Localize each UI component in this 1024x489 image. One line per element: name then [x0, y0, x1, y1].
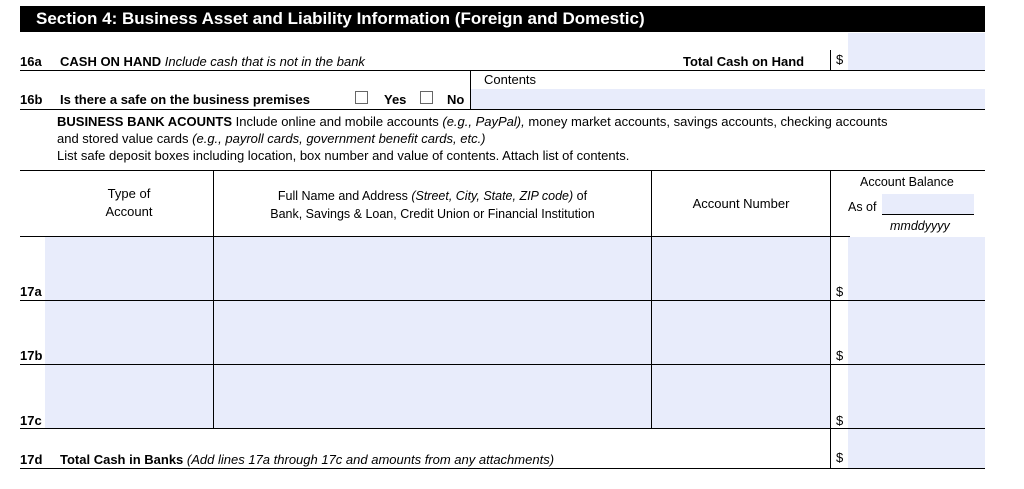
line-16b-label: Is there a safe on the business premises	[60, 92, 310, 107]
col-header-name-text: of	[576, 189, 588, 203]
bank-accounts-desc-text: money market accounts, savings accounts, checking accounts	[528, 114, 888, 129]
currency-symbol: $	[836, 450, 844, 465]
row-17b-number: 17b	[20, 348, 43, 363]
bank-accounts-title: BUSINESS BANK ACOUNTS	[57, 114, 233, 129]
line-17d-note: (Add lines 17a through 17c and amounts from any attachments)	[186, 452, 555, 467]
bank-accounts-desc-text: and stored value cards	[57, 131, 189, 146]
safe-contents-field[interactable]	[471, 89, 985, 109]
col-divider	[830, 170, 831, 468]
col-header-name-line2: Bank, Savings & Loan, Credit Union or Financial Institution	[270, 207, 595, 221]
row-17b-name-field[interactable]	[214, 301, 651, 364]
row-17a-type-field[interactable]	[45, 237, 213, 300]
total-cash-on-hand-label: Total Cash on Hand	[683, 54, 805, 69]
divider	[830, 50, 831, 70]
divider	[20, 70, 985, 71]
safe-yes-checkbox[interactable]	[355, 91, 368, 104]
row-17b-type-field[interactable]	[45, 301, 213, 364]
col-header-type	[45, 185, 213, 221]
row-17c-name-field[interactable]	[214, 365, 651, 428]
bank-accounts-desc-example: (e.g., payroll cards, government benefit cards, etc.)	[192, 131, 486, 146]
row-17a-balance-field[interactable]	[848, 237, 985, 300]
row-17c-type-field[interactable]	[45, 365, 213, 428]
currency-symbol: $	[836, 413, 844, 428]
currency-symbol: $	[836, 348, 844, 363]
col-header-account-number: Account Number	[692, 196, 790, 211]
line-17d-label: Total Cash in Banks	[60, 452, 184, 467]
bank-accounts-desc-example: (e.g., PayPal),	[442, 114, 525, 129]
row-17c-account-field[interactable]	[652, 365, 830, 428]
line-16a-note: Include cash that is not in the bank	[164, 54, 365, 69]
line-16a-number: 16a	[20, 54, 42, 69]
col-header-name-text: Full Name and Address	[277, 189, 408, 203]
row-17a-name-field[interactable]	[214, 237, 651, 300]
bank-accounts-desc-line2	[57, 131, 486, 146]
bank-accounts-desc-line1	[57, 114, 888, 129]
line-16a-label-group	[60, 54, 365, 69]
col-header-name	[214, 187, 651, 223]
divider	[20, 109, 985, 110]
contents-label: Contents	[484, 72, 537, 87]
row-17b-account-field[interactable]	[652, 301, 830, 364]
row-17c-number: 17c	[20, 413, 42, 428]
line-17d-number: 17d	[20, 452, 43, 467]
bank-accounts-desc-line3: List safe deposit boxes including location, box number and value of contents. Attach list of contents.	[57, 148, 630, 163]
line-16b-number: 16b	[20, 92, 43, 107]
safe-no-checkbox[interactable]	[420, 91, 433, 104]
total-cash-in-banks-field[interactable]	[848, 429, 985, 468]
table-top-border	[20, 170, 985, 171]
as-of-label: As of	[848, 200, 877, 214]
col-header-name-example: (Street, City, State, ZIP code)	[411, 189, 574, 203]
row-17a-number: 17a	[20, 284, 42, 299]
section-header: Section 4: Business Asset and Liability Information (Foreign and Domestic)	[20, 6, 985, 32]
as-of-date-field[interactable]	[882, 194, 974, 215]
row-17b-balance-field[interactable]	[848, 301, 985, 364]
bank-accounts-desc-text: Include online and mobile accounts	[235, 114, 439, 129]
date-format-hint: mmddyyyy	[890, 219, 950, 233]
line-16a-label: CASH ON HAND	[60, 54, 162, 69]
currency-symbol: $	[836, 52, 844, 67]
row-divider	[20, 428, 985, 429]
currency-symbol: $	[836, 284, 844, 299]
row-17a-account-field[interactable]	[652, 237, 830, 300]
safe-no-label: No	[447, 92, 465, 107]
col-header-balance: Account Balance	[860, 175, 954, 189]
safe-yes-label: Yes	[384, 92, 407, 107]
form-bottom-border	[20, 468, 985, 469]
col-header-type-line1: Type of	[107, 186, 151, 201]
total-cash-on-hand-field[interactable]	[848, 33, 985, 70]
row-17c-balance-field[interactable]	[848, 365, 985, 428]
col-header-type-line2: Account	[105, 204, 153, 219]
line-17d-label-group	[60, 452, 554, 467]
